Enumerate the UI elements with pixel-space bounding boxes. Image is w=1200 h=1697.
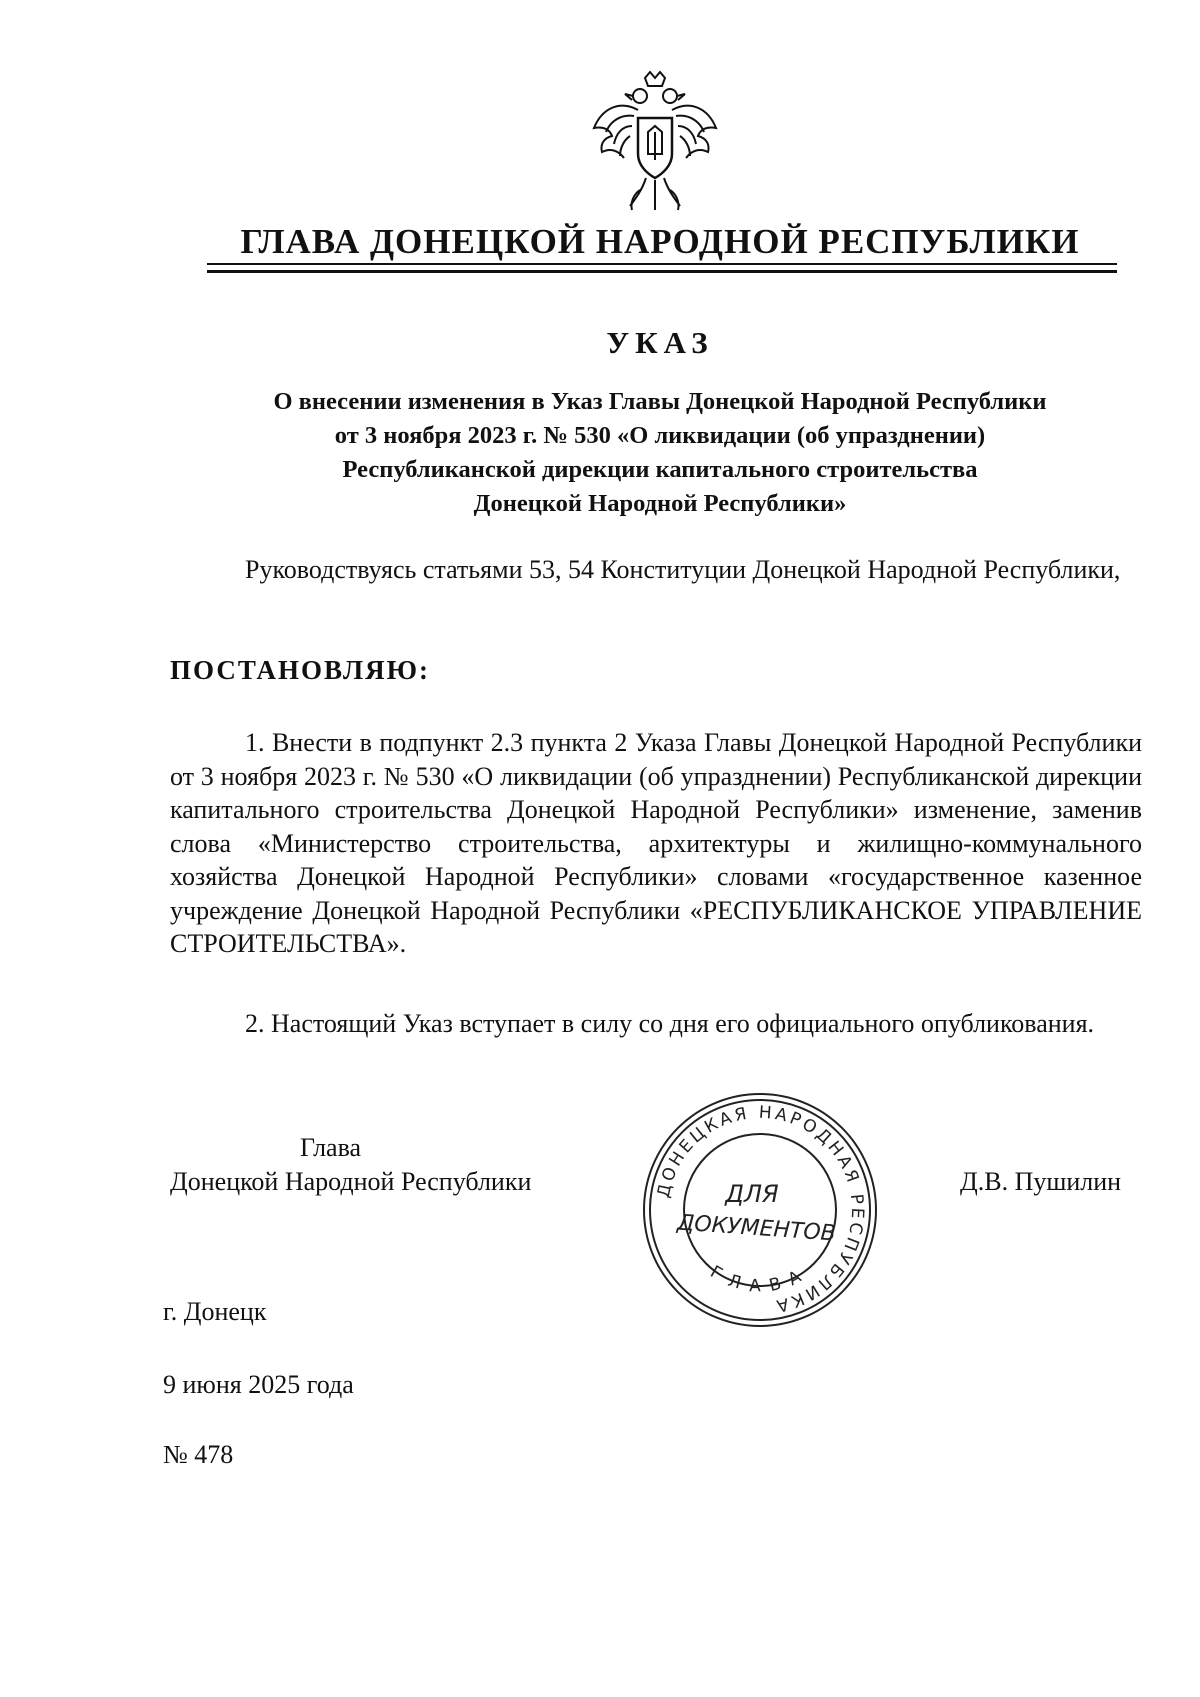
document-number: № 478 [163,1440,234,1469]
decree-heading: ПОСТАНОВЛЯЮ: [170,655,430,685]
official-stamp [640,1090,880,1330]
signatory-position-line2: Донецкой Народной Республики [170,1167,532,1196]
issue-date: 9 июня 2025 года [163,1370,354,1399]
header-rule-thick [207,270,1117,273]
issue-place: г. Донецк [163,1297,267,1326]
issuer-title: ГЛАВА ДОНЕЦКОЙ НАРОДНОЙ РЕСПУБЛИКИ [240,222,1080,261]
document-subject [170,385,1150,521]
signatory-name: Д.В. Пушилин [960,1167,1122,1196]
subject-line: от 3 ноября 2023 г. № 530 «О ликвидации (об упразднении) [334,422,986,449]
dpr-coat-of-arms-icon [590,70,720,215]
decree-item: 2. Настоящий Указ вступает в силу со дня его официального опубликования. [245,1009,1095,1038]
stamp-ring-text: ДОНЕЦКАЯ НАРОДНАЯ РЕСПУБЛИКА [653,1102,868,1317]
decree-item: 1. Внести в подпункт 2.3 пункта 2 Указа Главы Донецкой Народной Республики от 3 ноября 2023 г. № 530 «О ликвидации (об упразднении) Республиканской дирекции капитального строительства Донецкой Народной Республики» изменение, заменив слова «Министерство строительства, архитектуры и жилищно-коммунального хозяйства Донецкой Народной Республики» словами «государственное казенное учреждение Донецкой Народной Республики «РЕСПУБЛИКАНСКОЕ УПРАВЛЕНИЕ СТРОИТЕЛЬСТВА». [170,728,1142,958]
stamp-center-line1: ДЛЯ [725,1180,779,1208]
document-type: УКАЗ [606,325,714,360]
intro-paragraph: Руководствуясь статьями 53, 54 Конституции Донецкой Народной Республики, [245,555,1121,584]
subject-line: Донецкой Народной Республики» [473,490,847,517]
stamp-bottom-text: ГЛАВА [706,1262,814,1297]
stamp-center-line2: ДОКУМЕНТОВ [676,1210,837,1247]
signatory-position-line1: Глава [300,1133,362,1162]
header-rule-thin [207,263,1117,265]
subject-line: Республиканской дирекции капитального строительства [342,456,978,483]
subject-line: О внесении изменения в Указ Главы Донецкой Народной Республики [273,388,1047,415]
